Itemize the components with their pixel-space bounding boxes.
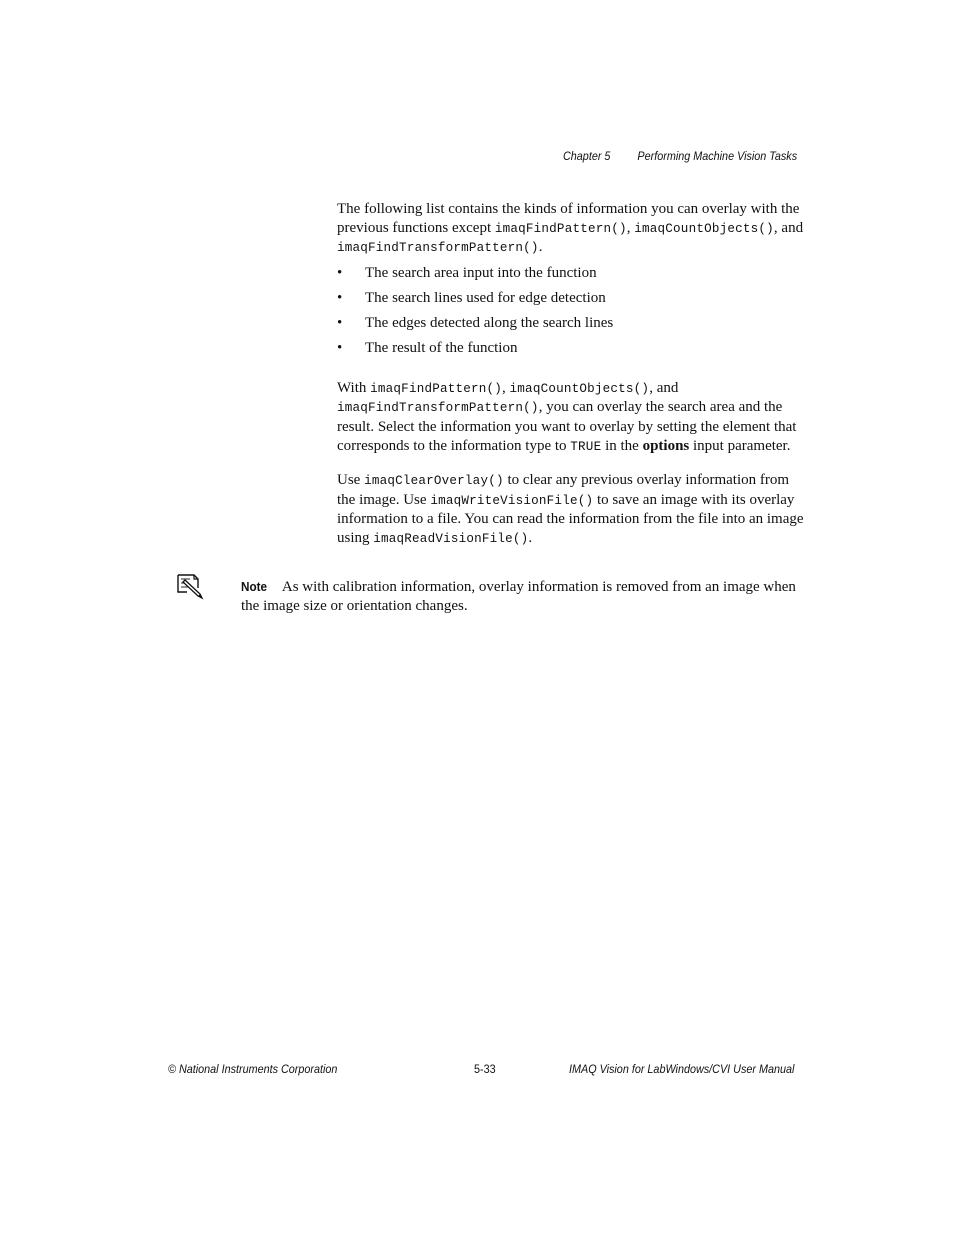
code-function: imaqClearOverlay() [364,474,504,489]
code-function: imaqCountObjects() [634,221,774,236]
list-item: • The search lines used for edge detection [337,289,606,306]
code-function: imaqFindTransformPattern() [337,401,539,416]
note-pencil-icon [175,572,205,600]
bullet-icon: • [337,289,343,306]
page-number: 5-33 [474,1062,496,1076]
list-item: • The search area input into the function [337,264,597,281]
list-item: • The result of the function [337,339,518,356]
bullet-icon: • [337,339,343,356]
body-text [337,200,805,549]
code-function: imaqCountObjects() [509,381,650,396]
footer-copyright: © National Instruments Corporation [168,1062,338,1076]
bullet-icon: • [337,264,343,281]
note-block [241,577,801,616]
footer-manual-title: IMAQ Vision for LabWindows/CVI User Manual [569,1062,795,1076]
code-function: imaqFindTransformPattern() [337,241,539,256]
clear-overlay-paragraph: Use imaqClearOverlay() to clear any previous overlay information from the image. Use imaqWriteVisionFile() to save an image with its overlay information to a file. You can read the information from the file into an image using imaqReadVisionFile(). [337,472,804,546]
code-constant: TRUE [570,439,602,454]
code-function: imaqReadVisionFile() [373,531,529,546]
bullet-list [337,264,805,364]
bullet-icon: • [337,314,343,331]
section-title: Performing Machine Vision Tasks [637,149,798,163]
list-item: • The edges detected along the search lines [337,314,614,331]
note-text: As with calibration information, overlay information is removed from an image when the image size or orientation changes. [241,579,796,614]
running-header [563,149,797,163]
chapter-label: Chapter 5 [563,149,611,163]
note-label: Note [241,579,268,594]
intro-paragraph: The following list contains the kinds of information you can overlay with the previous functions except imaqFindPattern(), imaqCountObjects(), and imaqFindTransformPattern(). [337,201,804,256]
code-function: imaqFindPattern() [494,221,627,236]
overlay-paragraph: With imaqFindPattern(), imaqCountObjects(), and imaqFindTransformPattern(), you can overlay the search area and the result. Select the information you want to overlay by setting the element that corresponds to the information type to TRUE in the options input parameter. [337,379,797,454]
code-function: imaqWriteVisionFile() [430,493,594,508]
code-function: imaqFindPattern() [370,381,503,396]
parameter-name: options [642,437,690,454]
